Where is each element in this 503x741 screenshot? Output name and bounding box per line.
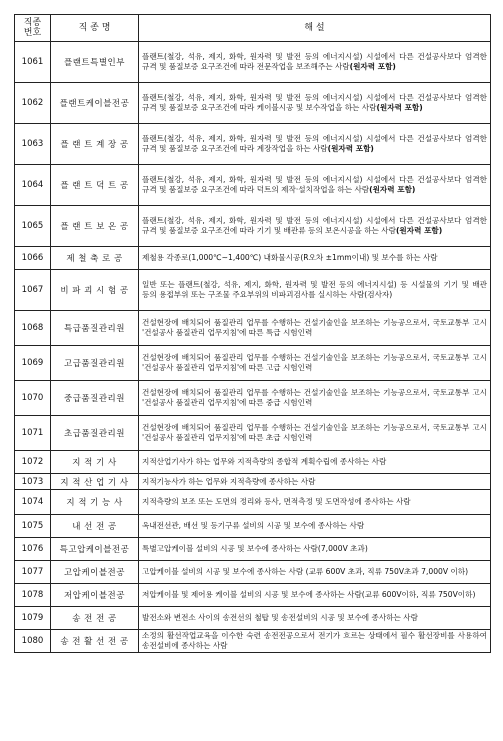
job-code: 1062 [15,83,51,124]
job-name: 비 파 괴 시 험 공 [51,270,139,311]
job-description [139,270,491,311]
table-row [15,311,491,346]
header-code: 직종 번호 [15,15,51,42]
job-name: 지 적 기 사 [51,451,139,474]
job-code: 1077 [15,561,51,584]
job-description [139,42,491,83]
job-code: 1080 [15,630,51,653]
description-text: 플랜트(철강, 석유, 제지, 화학, 원자력 및 발전 등의 에너지시설) 시설에서 다른 건설공사보다 엄격한 규격 및 품질보증 요구조건에 따라 기기 및 배관류 등의 보온시공을 하는 사람 [142,216,487,235]
job-code: 1063 [15,124,51,165]
job-code: 1069 [15,346,51,381]
job-description [139,124,491,165]
description-note: (원자력 포함) [369,185,416,194]
job-name: 플랜트특별인부 [51,42,139,83]
job-code: 1067 [15,270,51,311]
job-description [139,515,491,538]
job-description [139,206,491,247]
job-description [139,630,491,653]
table-row [15,474,491,490]
table-row [15,490,491,515]
job-classification-table [14,14,491,653]
job-description [139,346,491,381]
description-text: 플랜트(철강, 석유, 제지, 화학, 원자력 및 발전 등의 에너지시설) 시설에서 다른 건설공사보다 엄격한 규격 및 품질보증 요구조건에 따라 덕트의 제작·설치작업을 하는 사람 [142,175,487,194]
job-name: 플 랜 트 계 장 공 [51,124,139,165]
job-name: 중급품질관리원 [51,381,139,416]
job-name: 고급품질관리원 [51,346,139,381]
job-name: 송 전 전 공 [51,607,139,630]
job-description [139,607,491,630]
description-text: 건설현장에 배치되어 품질관리 업무를 수행하는 건설기술인을 보조하는 기능공으로서, 국토교통부 고시 '건설공사 품질관리 업무지침'에 따른 특급 시험인력 [142,318,487,337]
job-description [139,247,491,270]
table-row [15,165,491,206]
table-row [15,270,491,311]
description-text: 지적산업기사가 하는 업무와 지적측량의 종합적 계획수립에 종사하는 사람 [142,457,387,466]
description-text: 지적측량의 보조 또는 도면의 정리와 등사, 면적측정 및 도면작성에 종사하는 사람 [142,497,411,506]
job-code: 1064 [15,165,51,206]
job-name: 저압케이블전공 [51,584,139,607]
description-text: 플랜트(철강, 석유, 제지, 화학, 원자력 및 발전 등의 에너지시설) 시설에서 다른 건설공사보다 엄격한 규격 및 품질보증 요구조건에 따라 전문작업을 보조해주는 사람 [142,52,487,71]
table-row [15,381,491,416]
job-code: 1078 [15,584,51,607]
job-code: 1065 [15,206,51,247]
table-row [15,42,491,83]
job-code: 1066 [15,247,51,270]
description-text: 소정의 활선작업교육을 이수한 숙련 송전전공으로서 전기가 흐르는 상태에서 필수 활선장비를 사용하여 송전설비에 종사하는 사람 [142,631,487,650]
description-text: 옥내전선관, 배선 및 등기구류 설비의 시공 및 보수에 종사하는 사람 [142,521,365,530]
description-note: (원자력 포함) [349,62,396,71]
job-description [139,474,491,490]
job-name: 지 적 기 능 사 [51,490,139,515]
table-row [15,83,491,124]
table-header-row [15,15,491,42]
table-row [15,584,491,607]
job-description [139,451,491,474]
job-code: 1061 [15,42,51,83]
job-description [139,83,491,124]
job-code: 1076 [15,538,51,561]
job-description [139,311,491,346]
job-name: 송 전 활 선 전 공 [51,630,139,653]
description-text: 특별고압케이블 설비의 시공 및 보수에 종사하는 사람(7,000V 초과) [142,544,368,553]
table-row [15,416,491,451]
job-name: 특고압케이블전공 [51,538,139,561]
header-description: 해 설 [139,15,491,42]
job-name: 제 철 축 로 공 [51,247,139,270]
job-description [139,561,491,584]
job-description [139,490,491,515]
table-row [15,515,491,538]
job-code: 1070 [15,381,51,416]
job-name: 플랜트케이블전공 [51,83,139,124]
description-text: 건설현장에 배치되어 품질관리 업무를 수행하는 건설기술인을 보조하는 기능공으로서, 국토교통부 고시 '건설공사 품질관리 업무지침'에 따른 초급 시험인력 [142,423,487,442]
description-text: 저압케이블 및 제어용 케이블 설비의 시공 및 보수에 종사하는 사람(교류 600V이하, 직류 750V이하) [142,590,476,599]
description-text: 지적기능사가 하는 업무와 지적측량에 종사하는 사람 [142,476,316,486]
job-name: 고압케이블전공 [51,561,139,584]
job-name: 플 랜 트 보 온 공 [51,206,139,247]
job-description [139,538,491,561]
description-note: (원자력 포함) [376,103,423,112]
job-code: 1079 [15,607,51,630]
job-code: 1074 [15,490,51,515]
job-description [139,416,491,451]
table-row [15,124,491,165]
description-text: 건설현장에 배치되어 품질관리 업무를 수행하는 건설기술인을 보조하는 기능공으로서, 국토교통부 고시 '건설공사 품질관리 업무지침'에 따른 고급 시험인력 [142,353,487,372]
job-name: 특급품질관리원 [51,311,139,346]
job-name: 지 적 산 업 기 사 [51,474,139,490]
job-code: 1071 [15,416,51,451]
description-note: (원자력 포함) [327,144,374,153]
table-row [15,630,491,653]
job-code: 1072 [15,451,51,474]
job-name: 플 랜 트 덕 트 공 [51,165,139,206]
table-row [15,607,491,630]
header-job-name: 직 종 명 [51,15,139,42]
job-code: 1073 [15,474,51,490]
job-code: 1068 [15,311,51,346]
description-text: 일반 또는 플랜트(철강, 석유, 제지, 화학, 원자력 및 발전 등의 에너지시설) 등 시설물의 기기 및 배관 등의 용접부위 또는 구조물 주요부위의 비파괴검사를 실시하는 사람(검사자) [142,280,487,299]
job-code: 1075 [15,515,51,538]
description-text: 플랜트(철강, 석유, 제지, 화학, 원자력 및 발전 등의 에너지시설) 시설에서 다른 건설공사보다 엄격한 규격 및 품질보증 요구조건에 따라 계장작업을 하는 사람 [142,134,487,153]
job-name: 내 선 전 공 [51,515,139,538]
description-text: 건설현장에 배치되어 품질관리 업무를 수행하는 건설기술인을 보조하는 기능공으로서, 국토교통부 고시 '건설공사 품질관리 업무지침'에 따른 중급 시험인력 [142,388,487,407]
job-description [139,165,491,206]
description-text: 플랜트(철강, 석유, 제지, 화학, 원자력 및 발전 등의 에너지시설) 시설에서 다른 건설공사보다 엄격한 규격 및 품질보증 요구조건에 따라 케이블시공 및 보수작업을 하는 사람 [142,93,487,112]
table-row [15,346,491,381]
description-text: 발전소와 변전소 사이의 송전선의 철탑 및 송전설비의 시공 및 보수에 종사하는 사람 [142,613,418,622]
description-text: 제철용 각종로(1,000℃~1,400℃) 내화물시공(R오차 ±1mm이내) 및 보수를 하는 사람 [142,253,438,262]
table-row [15,206,491,247]
table-row [15,247,491,270]
job-name: 초급품질관리원 [51,416,139,451]
table-row [15,451,491,474]
job-description [139,381,491,416]
table-row [15,538,491,561]
description-text: 고압케이블 설비의 시공 및 보수에 종사하는 사람 (교류 600V 초과, 직류 750V초과 7,000V 이하) [142,567,469,576]
description-note: (원자력 포함) [395,226,443,235]
table-row [15,561,491,584]
job-description [139,584,491,607]
